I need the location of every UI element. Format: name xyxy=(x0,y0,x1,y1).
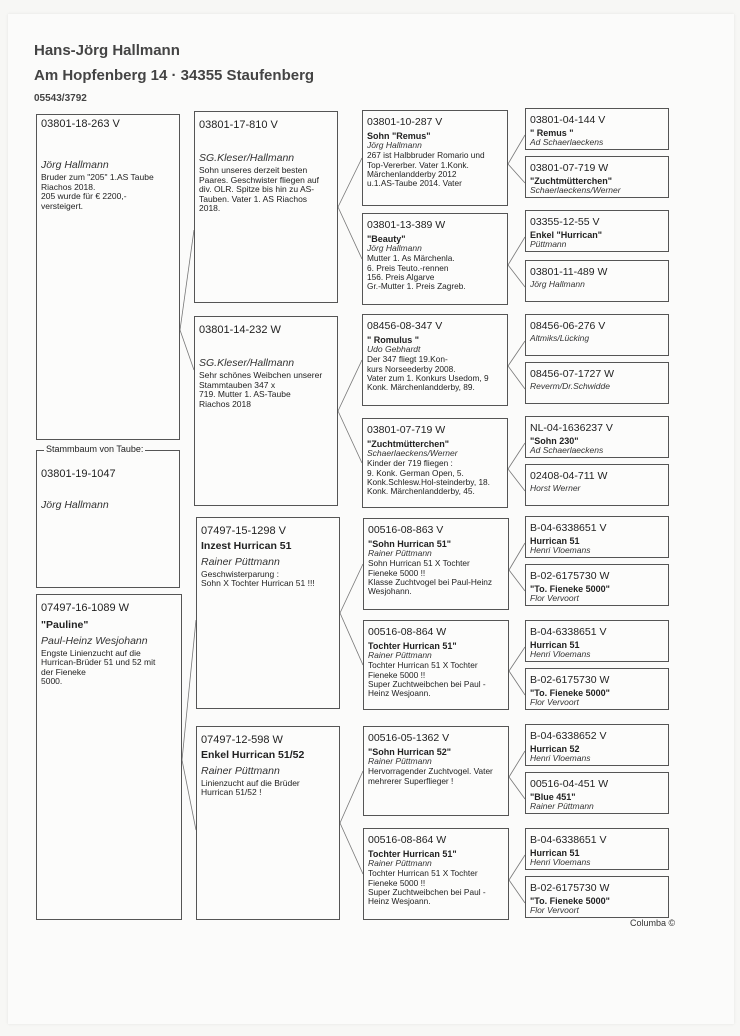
great-grandparent-box-16 xyxy=(525,876,669,918)
great-grandparent-box-12 xyxy=(525,668,669,710)
breeder: Henri Vloemans xyxy=(530,856,591,867)
breeder: Flor Vervoort xyxy=(530,904,579,915)
description: Linienzucht auf die Brüder Hurrican 51/52 ! xyxy=(201,777,300,798)
ring-number: 00516-05-1362 V xyxy=(368,732,450,744)
great-grandparent-box-8 xyxy=(525,464,669,506)
description: Der 347 fliegt 19.Kon- kurs Norseederby 2008. Vater zum 1. Konkurs Usedom, 9 Konk. Märchenlandderby, 89. xyxy=(367,354,489,393)
breeder: SG.Kleser/Hallmann xyxy=(199,357,295,370)
description: Sohn Hurrican 51 X Tochter Fieneke 5000 !! Klasse Zuchtvogel bei Paul-Heinz Wesjohann. xyxy=(368,558,493,597)
pigeon-name: "Beauty" xyxy=(367,233,406,244)
description: Engste Linienzucht auf die Hurrican-Brüder 51 und 52 mit der Fieneke 5000. xyxy=(41,647,156,687)
subject-box xyxy=(36,450,180,588)
breeder: Ad Schaerlaeckens xyxy=(530,444,604,455)
ring-number: B-04-6338651 V xyxy=(530,626,607,638)
connector-line-26 xyxy=(509,777,525,799)
connector-line-21 xyxy=(509,543,525,570)
great-grandparent-box-5 xyxy=(525,314,669,356)
breeder: Jörg Hallmann xyxy=(530,278,585,289)
ring-number: 03355-12-55 V xyxy=(530,216,600,228)
pigeon-name: "To. Fieneke 5000" xyxy=(530,583,610,594)
great-grandparent-box-10 xyxy=(525,564,669,606)
breeder: Schaerlaeckens/Werner xyxy=(367,447,458,458)
connector-line-25 xyxy=(509,751,525,777)
parent-box-1 xyxy=(194,111,338,303)
connector-line-24 xyxy=(509,671,525,695)
connector-line-27 xyxy=(509,855,525,880)
ring-number: 03801-07-719 W xyxy=(367,424,446,436)
description: Sehr schönes Weibchen unserer Stammtauben 347 x 719. Mutter 1. AS-Taube Riachos 2018 xyxy=(199,370,323,409)
ring-number: 00516-08-863 V xyxy=(368,524,444,536)
description: Bruder zum "205" 1.AS Taube Riachos 2018. 205 wurde für € 2200,- versteigert. xyxy=(41,172,154,211)
connector-line-28 xyxy=(509,880,525,903)
pigeon-name: Inzest Hurrican 51 xyxy=(201,540,292,553)
description: Geschwisterparung : Sohn X Tochter Hurrican 51 !!! xyxy=(201,568,315,589)
pigeon-name: Hurrican 51 xyxy=(530,639,580,650)
ring-number: B-02-6175730 W xyxy=(530,882,610,894)
connector-line-11 xyxy=(340,771,363,823)
great-grandparent-box-15 xyxy=(525,828,669,870)
great-grandparent-box-4 xyxy=(525,260,669,302)
connector-line-15 xyxy=(508,237,525,265)
ring-number: NL-04-1636237 V xyxy=(530,422,613,434)
ring-number: 08456-06-276 V xyxy=(530,320,606,332)
connector-line-6 xyxy=(338,207,362,259)
pigeon-name: "To. Fieneke 5000" xyxy=(530,687,610,698)
connector-line-4 xyxy=(182,760,196,830)
ring-number: 08456-08-347 V xyxy=(367,320,443,332)
ring-number: 07497-15-1298 V xyxy=(201,525,287,537)
breeder: Schaerlaeckens/Werner xyxy=(530,184,621,195)
connector-line-20 xyxy=(508,469,525,491)
breeder: Henri Vloemans xyxy=(530,752,591,763)
great-grandparent-box-9 xyxy=(525,516,669,558)
breeder: Rainer Püttmann xyxy=(530,800,594,811)
ring-number: 03801-19-1047 xyxy=(41,468,116,480)
pigeon-name: Hurrican 52 xyxy=(530,743,580,754)
pigeon-name: Hurrican 51 xyxy=(530,535,580,546)
breeder: Jörg Hallmann xyxy=(367,139,422,150)
grandparent-box-2 xyxy=(362,213,508,305)
connector-line-5 xyxy=(338,158,362,207)
connector-line-1 xyxy=(180,230,194,330)
dam-box xyxy=(36,594,182,920)
connector-line-22 xyxy=(509,570,525,591)
great-grandparent-box-1 xyxy=(525,108,669,150)
ring-number: 03801-10-287 V xyxy=(367,116,443,128)
pigeon-name: Tochter Hurrican 51" xyxy=(368,848,457,859)
connector-line-3 xyxy=(182,620,196,760)
pigeon-name: "Zuchtmütterchen" xyxy=(530,175,613,186)
breeder: Jörg Hallmann xyxy=(41,159,109,172)
pigeon-name: "Sohn 230" xyxy=(530,435,579,446)
grandparent-box-4 xyxy=(362,418,508,508)
description: Mutter 1. As Märchenla. 6. Preis Teuto.-rennen 156. Preis Algarve Gr.-Mutter 1. Preis Zagreb. xyxy=(367,253,466,292)
ring-number: B-02-6175730 W xyxy=(530,570,610,582)
great-grandparent-box-7 xyxy=(525,416,669,458)
description: Kinder der 719 fliegen : 9. Konk. German Open, 5. Konk.Schlesw.Hol-steinderby, 18. Konk. Märchenlandderby, 45. xyxy=(367,458,490,497)
pedigree-legend: Stammbaum von Taube: xyxy=(46,444,144,454)
breeder: Rainer Püttmann xyxy=(201,556,280,569)
breeder: Udo Gebhardt xyxy=(367,343,421,354)
great-grandparent-box-6 xyxy=(525,362,669,404)
breeder: Henri Vloemans xyxy=(530,648,591,659)
pigeon-name: " Remus " xyxy=(530,127,574,138)
breeder: Paul-Heinz Wesjohann xyxy=(41,635,148,648)
connector-line-2 xyxy=(180,330,194,370)
connector-line-14 xyxy=(508,164,525,183)
connector-line-19 xyxy=(508,443,525,469)
software-credit: Columba © xyxy=(630,918,676,928)
owner-phone: 05543/3792 xyxy=(34,93,87,104)
ring-number: 07497-12-598 W xyxy=(201,734,283,746)
connector-line-23 xyxy=(509,647,525,671)
ring-number: B-04-6338651 V xyxy=(530,522,607,534)
pigeon-name: "Pauline" xyxy=(41,619,89,632)
ring-number: 00516-04-451 W xyxy=(530,778,609,790)
connector-line-17 xyxy=(508,341,525,366)
breeder: Ad Schaerlaeckens xyxy=(530,136,604,147)
connector-line-12 xyxy=(340,823,363,874)
description: Hervorragender Zuchtvogel. Vater mehrerer Superflieger ! xyxy=(368,766,493,786)
breeder: Flor Vervoort xyxy=(530,592,579,603)
pigeon-name: " Romulus " xyxy=(367,334,420,345)
grandparent-box-7 xyxy=(363,726,509,816)
pigeon-name: "Sohn Hurrican 52" xyxy=(368,746,452,757)
breeder: Henri Vloemans xyxy=(530,544,591,555)
breeder: Jörg Hallmann xyxy=(367,242,422,253)
description: 267 ist Halbbruder Romario und Top-Vererber. Vater 1.Konk. Märchenlandderby 2012 u.1.AS-Taube 2014. Vater xyxy=(367,150,485,189)
pigeon-name: Enkel "Hurrican" xyxy=(530,229,603,240)
grandparent-box-6 xyxy=(363,620,509,710)
breeder: Jörg Hallmann xyxy=(41,499,109,512)
parent-box-2 xyxy=(194,316,338,506)
ring-number: 00516-08-864 W xyxy=(368,834,447,846)
breeder: Altmiks/Lücking xyxy=(530,332,590,343)
breeder: Rainer Püttmann xyxy=(368,857,432,868)
ring-number: 03801-04-144 V xyxy=(530,114,606,126)
connector-line-10 xyxy=(340,613,363,665)
ring-number: 03801-14-232 W xyxy=(199,324,281,336)
description: Tochter Hurrican 51 X Tochter Fieneke 5000 !! Super Zuchtweibchen bei Paul - Heinz Wesjoann. xyxy=(368,868,486,907)
great-grandparent-box-13 xyxy=(525,724,669,766)
great-grandparent-box-2 xyxy=(525,156,669,198)
connector-line-7 xyxy=(338,360,362,411)
breeder: Horst Werner xyxy=(530,482,581,493)
pigeon-name: Enkel Hurrican 51/52 xyxy=(201,749,305,762)
ring-number: 03801-11-489 W xyxy=(530,266,608,278)
grandparent-box-1 xyxy=(362,110,508,206)
ring-number: 07497-16-1089 W xyxy=(41,602,130,614)
pigeon-name: Tochter Hurrican 51" xyxy=(368,640,457,651)
grandparent-box-3 xyxy=(362,314,508,406)
connector-line-8 xyxy=(338,411,362,463)
ring-number: B-02-6175730 W xyxy=(530,674,610,686)
great-grandparent-box-14 xyxy=(525,772,669,814)
connector-line-16 xyxy=(508,265,525,287)
ring-number: B-04-6338652 V xyxy=(530,730,607,742)
breeder: Rainer Püttmann xyxy=(368,649,432,660)
connector-line-18 xyxy=(508,366,525,389)
great-grandparent-box-3 xyxy=(525,210,669,252)
breeder: Rainer Püttmann xyxy=(368,547,432,558)
pigeon-name: "To. Fieneke 5000" xyxy=(530,895,610,906)
breeder: Püttmann xyxy=(530,238,567,249)
connector-line-9 xyxy=(340,564,363,613)
sire-box xyxy=(36,114,180,440)
pigeon-name: "Blue 451" xyxy=(530,791,576,802)
connector-line-13 xyxy=(508,135,525,164)
grandparent-box-8 xyxy=(363,828,509,920)
pigeon-name: Sohn "Remus" xyxy=(367,130,431,141)
great-grandparent-box-11 xyxy=(525,620,669,662)
breeder: Flor Vervoort xyxy=(530,696,579,707)
owner-name: Hans-Jörg Hallmann xyxy=(34,42,180,59)
breeder: Rainer Püttmann xyxy=(368,755,432,766)
ring-number: 03801-07-719 W xyxy=(530,162,609,174)
grandparent-box-5 xyxy=(363,518,509,610)
ring-number: 03801-13-389 W xyxy=(367,219,446,231)
parent-box-4 xyxy=(196,726,340,920)
ring-number: 00516-08-864 W xyxy=(368,626,447,638)
ring-number: 08456-07-1727 W xyxy=(530,368,615,380)
pigeon-name: Hurrican 51 xyxy=(530,847,580,858)
description: Tochter Hurrican 51 X Tochter Fieneke 5000 !! Super Zuchtweibchen bei Paul - Heinz Wesjoann. xyxy=(368,660,486,699)
ring-number: 03801-18-263 V xyxy=(41,118,120,130)
breeder: SG.Kleser/Hallmann xyxy=(199,152,295,165)
ring-number: 02408-04-711 W xyxy=(530,470,608,482)
pigeon-name: "Zuchtmütterchen" xyxy=(367,438,450,449)
breeder: Rainer Püttmann xyxy=(201,765,280,778)
breeder: Reverm/Dr.Schwidde xyxy=(530,380,610,391)
description: Sohn unseres derzeit besten Paares. Geschwister fliegen auf div. OLR. Spitze bis hin zu AS- Tauben. Vater 1. AS Riachos 2018. xyxy=(199,165,320,214)
owner-address: Am Hopfenberg 14 · 34355 Staufenberg xyxy=(34,67,315,84)
ring-number: B-04-6338651 V xyxy=(530,834,607,846)
parent-box-3 xyxy=(196,517,340,709)
pigeon-name: "Sohn Hurrican 51" xyxy=(368,538,452,549)
ring-number: 03801-17-810 V xyxy=(199,119,278,131)
